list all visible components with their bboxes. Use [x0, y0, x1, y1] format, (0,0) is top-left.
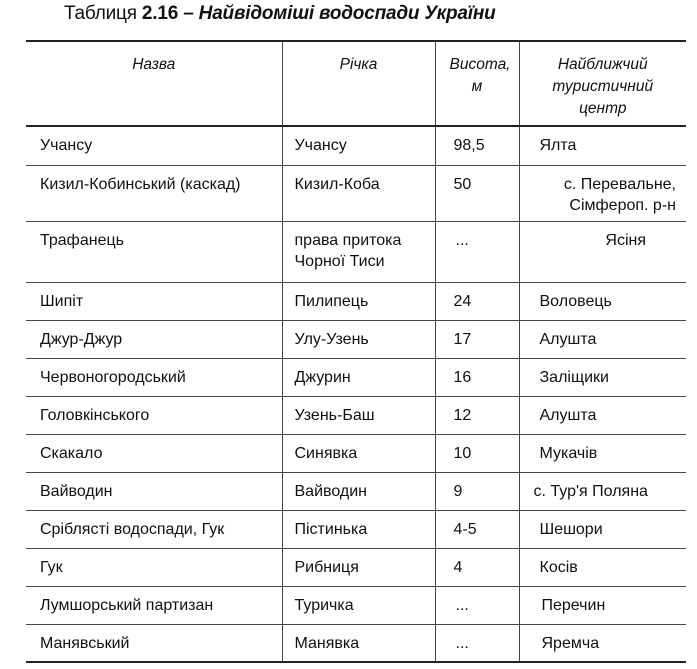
cell-river: Пістинька: [282, 510, 435, 548]
cell-river: Манявка: [282, 624, 435, 662]
cell-name: Скакало: [40, 444, 103, 462]
table-row: [26, 510, 686, 548]
table-caption: [64, 3, 496, 25]
cell-center: Ясіня: [519, 221, 686, 282]
cell-center: Ялта: [519, 126, 686, 165]
cell-height: 24: [435, 282, 519, 320]
table-row: [26, 434, 686, 472]
cell-river: Улу-Узень: [282, 320, 435, 358]
cell-height: 4: [435, 548, 519, 586]
cell-center: Воловець: [519, 282, 686, 320]
cell-river: Пилипець: [282, 282, 435, 320]
header-river: Річка: [282, 41, 435, 126]
cell-center: Алушта: [519, 396, 686, 434]
cell-height: 9: [435, 472, 519, 510]
cell-center: Косів: [519, 548, 686, 586]
header-center: Найближчий туристичний центр: [519, 41, 686, 126]
cell-height: ...: [435, 586, 519, 624]
cell-river: Туричка: [282, 586, 435, 624]
cell-river: Узень-Баш: [282, 396, 435, 434]
cell-height: 12: [435, 396, 519, 434]
table-row: [26, 624, 686, 662]
caption-separator: –: [183, 3, 194, 24]
cell-name: Кизил-Кобинський (каскад): [40, 175, 241, 193]
cell-center: Яремча: [519, 624, 686, 662]
header-height: Висота, м: [435, 41, 519, 126]
table-row: [26, 586, 686, 624]
cell-name: Вайводин: [40, 482, 113, 500]
cell-height: 4-5: [435, 510, 519, 548]
table-row: [26, 472, 686, 510]
cell-name: Шипіт: [40, 292, 84, 310]
cell-name: Гук: [40, 558, 63, 576]
table-row: [26, 320, 686, 358]
cell-height: 50: [435, 165, 519, 221]
caption-number: 2.16: [141, 3, 179, 24]
waterfalls-table: [26, 40, 686, 663]
cell-name: Джур-Джур: [40, 330, 123, 348]
cell-name: Манявський: [40, 634, 130, 652]
cell-river: Учансу: [282, 126, 435, 165]
cell-height: 10: [435, 434, 519, 472]
cell-center: Алушта: [519, 320, 686, 358]
cell-height: ...: [435, 221, 519, 282]
cell-name: Сріблясті водоспади, Гук: [40, 520, 225, 538]
cell-center: с. Тур'я Поляна: [519, 472, 686, 510]
cell-name: Червоногородський: [40, 368, 186, 386]
table-row: [26, 282, 686, 320]
cell-center: Перечин: [519, 586, 686, 624]
cell-height: 98,5: [435, 126, 519, 165]
cell-center: Заліщики: [519, 358, 686, 396]
cell-name: Трафанець: [40, 231, 124, 249]
caption-label: Таблиця: [64, 3, 137, 24]
table-row: [26, 548, 686, 586]
cell-river: Синявка: [282, 434, 435, 472]
table-row: [26, 165, 686, 221]
table-row: [26, 221, 686, 282]
cell-river: права притока Чорної Тиси: [282, 221, 435, 282]
cell-height: ...: [435, 624, 519, 662]
cell-river: Кизил-Коба: [282, 165, 435, 221]
cell-river: Джурин: [282, 358, 435, 396]
cell-river: Рибниця: [282, 548, 435, 586]
table-row: [26, 396, 686, 434]
cell-center: Шешори: [519, 510, 686, 548]
header-row: [26, 41, 686, 126]
cell-name: Головкінського: [40, 406, 150, 424]
table-row: [26, 358, 686, 396]
table-row: [26, 126, 686, 165]
cell-name: Лумшорський партизан: [40, 596, 214, 614]
cell-center: Мукачів: [519, 434, 686, 472]
cell-height: 16: [435, 358, 519, 396]
cell-center: с. Перевальне, Сімфероп. р-н: [519, 165, 686, 221]
caption-title: Найвідоміші водоспади України: [198, 3, 496, 24]
header-name: Назва: [132, 56, 176, 73]
cell-river: Вайводин: [282, 472, 435, 510]
cell-height: 17: [435, 320, 519, 358]
cell-name: Учансу: [40, 137, 93, 154]
